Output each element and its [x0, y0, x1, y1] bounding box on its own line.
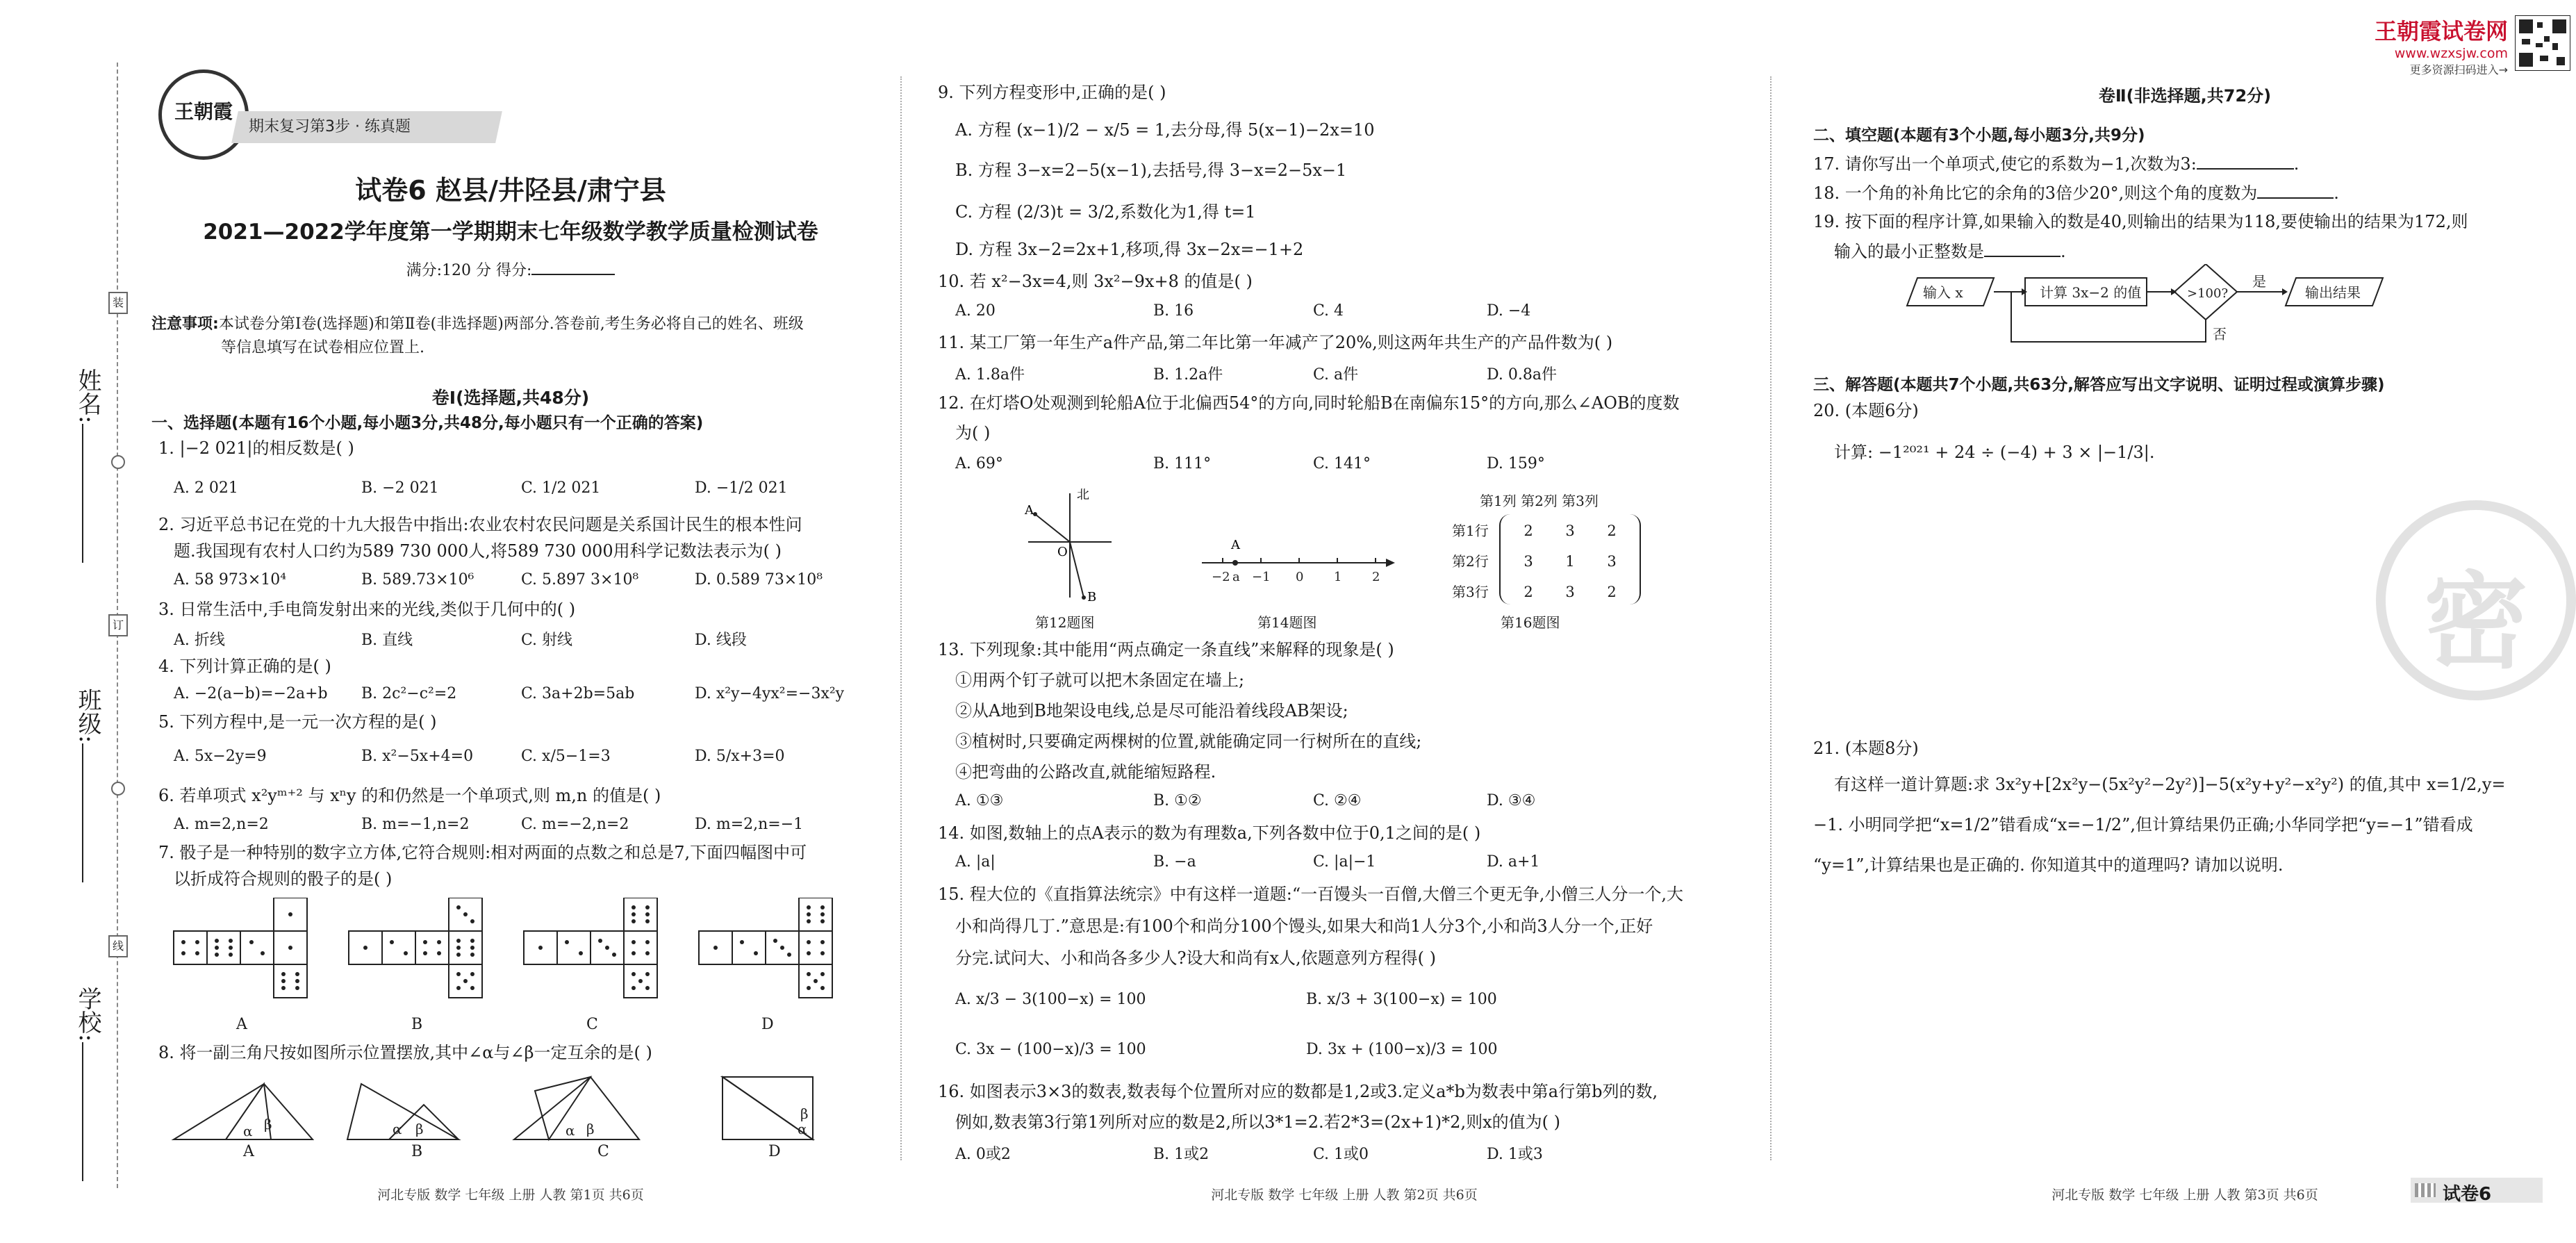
flow-no: 否 — [2213, 326, 2227, 343]
page-1 — [132, 0, 889, 1243]
hole-1 — [111, 455, 125, 469]
q6-opt-b[interactable]: B. m=−1,n=2 — [361, 816, 470, 833]
q2-stem: 2. 习近平总书记在党的十九大报告中指出:农业农村农民问题是关系国计民生的根本性问 — [158, 515, 802, 534]
q8-opt-a[interactable]: A — [243, 1143, 254, 1160]
q11-opt-b[interactable]: B. 1.2a件 — [1153, 366, 1223, 384]
corner-tag-stripes — [2415, 1183, 2436, 1197]
notice-text-2: 等信息填写在试卷相应位置上. — [221, 339, 424, 356]
column-divider-1 — [900, 76, 902, 1160]
q6-opt-a[interactable]: A. m=2,n=2 — [174, 816, 269, 833]
q4-opt-b[interactable]: B. 2c²−c²=2 — [361, 685, 457, 702]
svg-text:β: β — [264, 1116, 272, 1133]
q7-opt-b[interactable]: B — [411, 1016, 423, 1033]
q10-opt-a[interactable]: A. 20 — [955, 302, 996, 320]
q10-stem: 10. 若 x²−3x=4,则 3x²−9x+8 的值是( ) — [938, 272, 1253, 291]
q5-stem: 5. 下列方程中,是一元一次方程的是( ) — [158, 712, 437, 732]
q14-stem: 14. 如图,数轴上的点A表示的数为有理数a,下列各数中位于0,1之间的是( ) — [938, 823, 1481, 843]
q7-stem: 7. 骰子是一种特别的数字立方体,它符合规则:相对两面的点数之和总是7,下面四幅图中可 — [158, 843, 807, 862]
q4-opt-d[interactable]: D. x²y−4yx²=−3x²y — [695, 685, 845, 702]
q11-stem: 11. 某工厂第一年生产a件产品,第二年比第一年减产了20%,则这两年共生产的产品件数为( ) — [938, 333, 1613, 352]
q16-opt-c[interactable]: C. 1或0 — [1313, 1146, 1369, 1163]
q19-line2: 输入的最小正整数是 . — [1834, 242, 2066, 261]
flow-input: 输入 x — [1923, 284, 1963, 301]
q8-opt-b[interactable]: B — [411, 1143, 423, 1160]
q13-item-3: ③植树时,只要确定两棵树的位置,就能确定同一行树所在的直线; — [955, 732, 1422, 751]
q14-opt-b[interactable]: B. −a — [1153, 853, 1196, 871]
school-label: 学校: — [74, 987, 101, 1042]
score-blank[interactable] — [531, 258, 615, 275]
q2-opt-d[interactable]: D. 0.589 73×10⁸ — [695, 571, 823, 588]
q20-expression: 计算: −1²⁰²¹ + 24 ÷ (−4) + 3 × |−1/3|. — [1834, 443, 2155, 462]
q19-blank[interactable] — [1984, 240, 2061, 257]
m11: 2 — [1524, 522, 1533, 539]
brand-name: 王朝霞试卷网 — [2374, 18, 2508, 44]
q15-opt-b[interactable]: B. x/3 + 3(100−x) = 100 — [1306, 991, 1497, 1008]
q12-opt-c[interactable]: C. 141° — [1313, 455, 1371, 472]
q12-stem: 12. 在灯塔O处观测到轮船A位于北偏西54°的方向,同时轮船B在南偏东15°的方向,那么∠AOB的度数 — [938, 393, 1680, 413]
q13-opt-a[interactable]: A. ①③ — [955, 792, 1004, 809]
fig12-north: 北 — [1077, 488, 1089, 502]
svg-text:α: α — [243, 1123, 253, 1139]
q16-opt-b[interactable]: B. 1或2 — [1153, 1146, 1209, 1163]
svg-text:β: β — [586, 1121, 595, 1137]
page-2 — [931, 0, 1758, 1243]
m32: 3 — [1565, 584, 1575, 600]
q1-opt-c[interactable]: C. 1/2 021 — [521, 479, 601, 497]
q2-opt-a[interactable]: A. 58 973×10⁴ — [174, 571, 287, 588]
brand-url[interactable]: www.wzxsjw.com — [2394, 46, 2508, 61]
secret-seal-text: 密 — [2423, 561, 2528, 683]
corner-tag-text: 试卷6 — [2443, 1184, 2492, 1205]
notice-label: 注意事项: — [151, 315, 219, 333]
class-line — [82, 743, 83, 882]
column-divider-2 — [1770, 76, 1772, 1160]
q6-stem: 6. 若单项式 x²yᵐ⁺² 与 xⁿy 的和仍然是一个单项式,则 m,n 的值是( ) — [158, 786, 661, 805]
q16-opt-a[interactable]: A. 0或2 — [955, 1146, 1011, 1163]
flow-compute: 计算 3x−2 的值 — [2040, 284, 2142, 301]
footer-page-3: 河北专版 数学 七年级 上册 人教 第3页 共6页 — [2051, 1187, 2318, 1203]
brand-slogan: 更多资源扫码进入→ — [2409, 63, 2508, 76]
seal-box-2: 订 — [108, 614, 128, 636]
q3-stem: 3. 日常生活中,手电筒发射出来的光线,类似于几何中的( ) — [158, 600, 576, 619]
q17-blank[interactable] — [2197, 153, 2294, 170]
flow-condition: >100? — [2187, 286, 2229, 301]
q17-text: 17. 请你写出一个单项式,使它的系数为−1,次数为3: — [1813, 154, 2197, 174]
q1-opt-d[interactable]: D. −1/2 021 — [695, 479, 788, 497]
q1-opt-a[interactable]: A. 2 021 — [174, 479, 238, 497]
q8-opt-d[interactable]: D — [768, 1143, 781, 1160]
q3-opt-c[interactable]: C. 射线 — [521, 632, 573, 649]
part1-title: 卷Ⅰ(选择题,共48分) — [431, 388, 590, 408]
q11-opt-d[interactable]: D. 0.8a件 — [1487, 366, 1557, 384]
q16-stem-2: 例如,数表第3行第1列所对应的数是2,所以3*1=2.若2*3=(2x+1)*2,则x的值为( ) — [955, 1112, 1560, 1132]
q7-opt-d[interactable]: D — [761, 1016, 774, 1033]
q16-stem: 16. 如图表示3×3的数表,数表每个位置所对应的数都是1,2或3.定义a*b为数表中第a行第b列的数, — [938, 1082, 1658, 1101]
q3-opt-a[interactable]: A. 折线 — [174, 632, 225, 649]
q15-stem: 15. 程大位的《直指算法统宗》中有这样一道题:“一百馒头一百僧,大僧三个更无争,小僧三人分一个,大 — [938, 884, 1684, 904]
q2-opt-c[interactable]: C. 5.897 3×10⁸ — [521, 571, 639, 588]
q2-stem-2: 题.我国现有农村人口约为589 730 000人,将589 730 000用科学记数法表示为( ) — [174, 541, 782, 561]
fig16-row-labels — [1452, 516, 1489, 607]
m31: 2 — [1524, 584, 1533, 600]
q15-opt-d[interactable]: D. 3x + (100−x)/3 = 100 — [1306, 1041, 1498, 1058]
fig14-number-line — [1202, 535, 1396, 591]
fig16-row-2: 第2行 — [1452, 553, 1489, 570]
seal-box-3: 线 — [108, 935, 128, 957]
solve-section: 三、解答题(本题共7个小题,共63分,解答应写出文字说明、证明过程或演算步骤) — [1813, 376, 2385, 394]
svg-text:α: α — [798, 1121, 807, 1137]
q15-stem-3: 分完.试问大、小和尚各多少人?设大和尚有x人,依题意列方程得( ) — [955, 948, 1437, 968]
q14-opt-a[interactable]: A. |a| — [955, 853, 996, 871]
q16-opt-d[interactable]: D. 1或3 — [1487, 1146, 1543, 1163]
q9-opt-b[interactable]: B. 方程 3−x=2−5(x−1),去括号,得 3−x=2−5x−1 — [955, 160, 1347, 180]
page-3 — [1799, 0, 2570, 1243]
score-line — [132, 258, 889, 280]
q17: 17. 请你写出一个单项式,使它的系数为−1,次数为3: . — [1813, 154, 2300, 174]
svg-text:A: A — [1025, 503, 1034, 518]
q20-title: 20. (本题6分) — [1813, 401, 1919, 420]
q10-opt-c[interactable]: C. 4 — [1313, 302, 1344, 320]
fig14-tick-0: 0 — [1296, 570, 1304, 584]
m22: 1 — [1565, 553, 1575, 570]
q19-flowchart — [1904, 264, 2418, 354]
footer-page-2: 河北专版 数学 七年级 上册 人教 第2页 共6页 — [1211, 1187, 1478, 1203]
fig14-tick-neg2: −2 — [1212, 570, 1230, 584]
fig16-row-3: 第3行 — [1452, 584, 1489, 600]
q3-opt-b[interactable]: B. 直线 — [361, 632, 413, 649]
q2-opt-b[interactable]: B. 589.73×10⁶ — [361, 571, 474, 588]
q15-opt-a[interactable]: A. x/3 − 3(100−x) = 100 — [955, 991, 1146, 1008]
q5-opt-a[interactable]: A. 5x−2y=9 — [174, 748, 267, 765]
q13-opt-b[interactable]: B. ①② — [1153, 792, 1202, 809]
q1-opt-b[interactable]: B. −2 021 — [361, 479, 439, 497]
flow-output: 输出结果 — [2305, 284, 2361, 301]
q21-text-1: 有这样一道计算题:求 3x²y+[2x²y−(5x²y²−2y²)]−5(x²y+y²−x²y²) 的值,其中 x=1/2,y= — [1834, 775, 2506, 794]
svg-text:B: B — [1087, 590, 1097, 604]
school-line — [82, 1042, 83, 1181]
q6-opt-c[interactable]: C. m=−2,n=2 — [521, 816, 629, 833]
q9-opt-c[interactable]: C. 方程 (2/3)t = 3/2,系数化为1,得 t=1 — [955, 202, 1256, 222]
dice-nets-figure — [160, 898, 882, 1016]
fill-section: 二、填空题(本题有3个小题,每小题3分,共9分) — [1813, 126, 2145, 145]
q10-opt-d[interactable]: D. −4 — [1487, 302, 1531, 320]
q21-text-3: “y=1”,计算结果也是正确的. 你知道其中的道理吗? 请加以说明. — [1813, 855, 2284, 875]
brand-logo — [158, 69, 249, 160]
q13-opt-d[interactable]: D. ③④ — [1487, 792, 1536, 809]
q4-stem: 4. 下列计算正确的是( ) — [158, 657, 331, 676]
brand-logo-text: 王朝霞 — [174, 100, 233, 123]
notice — [151, 313, 888, 360]
fig14-caption: 第14题图 — [1257, 614, 1317, 631]
q5-opt-d[interactable]: D. 5/x+3=0 — [695, 748, 785, 765]
q7-opt-c[interactable]: C — [586, 1016, 598, 1033]
corner-tag — [2411, 1178, 2543, 1203]
q12-stem-2: 为( ) — [955, 423, 991, 443]
q4-opt-a[interactable]: A. −2(a−b)=−2a+b — [174, 685, 328, 702]
m12: 3 — [1565, 522, 1575, 539]
q9-opt-d[interactable]: D. 方程 3x−2=2x+1,移项,得 3x−2x=−1+2 — [955, 240, 1304, 259]
q13-item-4: ④把弯曲的公路改直,就能缩短路程. — [955, 762, 1216, 782]
fig16-caption: 第16题图 — [1501, 614, 1560, 631]
svg-text:α: α — [565, 1122, 575, 1139]
fig16-cols: 第1列 第2列 第3列 — [1480, 493, 1599, 509]
triangle-rulers-figure — [160, 1070, 882, 1146]
q12-opt-a[interactable]: A. 69° — [955, 455, 1003, 472]
q7-stem-2: 以折成符合规则的骰子的是( ) — [174, 869, 393, 889]
fig14-tick-a: a — [1232, 570, 1240, 584]
q5-opt-b[interactable]: B. x²−5x+4=0 — [361, 748, 474, 765]
m13: 2 — [1607, 522, 1617, 539]
fig14-tick-2: 2 — [1372, 570, 1380, 584]
q11-opt-a[interactable]: A. 1.8a件 — [955, 366, 1025, 384]
exam-title: 试卷6 赵县/井陉县/肃宁县 — [355, 175, 666, 206]
fig12-compass — [1021, 486, 1118, 604]
q1-stem: 1. |−2 021|的相反数是( ) — [158, 438, 354, 458]
q21-title: 21. (本题8分) — [1813, 739, 1919, 758]
q18: 18. 一个角的补角比它的余角的3倍少20°,则这个角的度数为 . — [1813, 183, 2339, 203]
fig16-row-1: 第1行 — [1452, 522, 1489, 539]
q12-opt-b[interactable]: B. 111° — [1153, 455, 1212, 472]
exam-subtitle: 2021—2022学年度第一学期期末七年级数学教学质量检测试卷 — [203, 220, 818, 245]
q18-text: 18. 一个角的补角比它的余角的3倍少20°,则这个角的度数为 — [1813, 183, 2258, 203]
q12-opt-d[interactable]: D. 159° — [1487, 455, 1545, 472]
q9-opt-a[interactable]: A. 方程 (x−1)/2 − x/5 = 1,去分母,得 5(x−1)−2x=10 — [955, 120, 1375, 140]
q7-opt-a[interactable]: A — [236, 1016, 247, 1033]
fig14-tick-1: 1 — [1334, 570, 1342, 584]
fig12-caption: 第12题图 — [1035, 614, 1095, 631]
seal-box-1: 装 — [108, 292, 128, 314]
notice-text: 本试卷分第Ⅰ卷(选择题)和第Ⅱ卷(非选择题)两部分.答卷前,考生务必将自己的姓名、班级 — [218, 315, 804, 333]
q3-opt-d[interactable]: D. 线段 — [695, 632, 747, 649]
q21-text-2: −1. 小明同学把“x=1/2”错看成“x=−1/2”,但计算结果仍正确;小华同学把“y=−1”错看成 — [1813, 815, 2473, 834]
q13-item-1: ①用两个钉子就可以把木条固定在墙上; — [955, 670, 1245, 690]
q5-opt-c[interactable]: C. x/5−1=3 — [521, 748, 611, 765]
name-line — [82, 424, 83, 563]
q13-item-2: ②从A地到B地架设电线,总是尽可能沿着线段AB架设; — [955, 701, 1348, 721]
q14-opt-d[interactable]: D. a+1 — [1487, 853, 1540, 871]
q15-stem-2: 小和尚得几丁.”意思是:有100个和尚分100个馒头,如果大和尚1人分3个,小和尚3人分一个,正好 — [955, 916, 1653, 936]
q11-opt-c[interactable]: C. a件 — [1313, 366, 1359, 384]
footer-page-1: 河北专版 数学 七年级 上册 人教 第1页 共6页 — [377, 1187, 644, 1203]
name-label: 姓名: — [74, 368, 101, 424]
fig16-matrix-values — [1508, 516, 1633, 607]
brand-header — [2230, 14, 2508, 77]
svg-text:O: O — [1057, 545, 1068, 559]
qr-code-icon[interactable] — [2515, 15, 2570, 71]
hole-2 — [111, 782, 125, 796]
q4-opt-c[interactable]: C. 3a+2b=5ab — [521, 685, 635, 702]
q8-opt-c[interactable]: C — [597, 1143, 609, 1160]
q13-opt-c[interactable]: C. ②④ — [1313, 792, 1362, 809]
m23: 3 — [1607, 553, 1617, 570]
class-label: 班级: — [74, 688, 101, 743]
review-banner-text: 期末复习第3步 · 练真题 — [249, 118, 411, 135]
review-banner — [231, 111, 502, 143]
q19-text: 19. 按下面的程序计算,如果输入的数是40,则输出的结果为118,要使输出的结果为172,则 — [1813, 212, 2468, 231]
secret-seal-watermark — [2376, 500, 2576, 700]
flow-yes: 是 — [2252, 273, 2266, 290]
svg-text:α: α — [393, 1121, 402, 1137]
q19-text-2: 输入的最小正整数是 — [1834, 242, 1984, 261]
score-line-text: 满分:120 分 得分: — [406, 262, 532, 279]
fig14-tick-neg1: −1 — [1252, 570, 1271, 584]
q14-opt-c[interactable]: C. |a|−1 — [1313, 853, 1376, 871]
svg-text:A: A — [1231, 538, 1240, 552]
q13-stem: 13. 下列现象:其中能用“两点确定一条直线”来解释的现象是( ) — [938, 640, 1394, 659]
q9-stem: 9. 下列方程变形中,正确的是( ) — [938, 83, 1166, 102]
svg-text:β: β — [800, 1105, 809, 1122]
m21: 3 — [1524, 553, 1533, 570]
q8-stem: 8. 将一副三角尺按如图所示位置摆放,其中∠α与∠β一定互余的是( ) — [158, 1043, 652, 1062]
part2-title: 卷Ⅱ(非选择题,共72分) — [2098, 86, 2272, 106]
q15-opt-c[interactable]: C. 3x − (100−x)/3 = 100 — [955, 1041, 1146, 1058]
q18-blank[interactable] — [2257, 182, 2334, 199]
svg-text:β: β — [415, 1121, 424, 1137]
part1-section: 一、选择题(本题有16个小题,每小题3分,共48分,每小题只有一个正确的答案) — [151, 414, 704, 432]
m33: 2 — [1607, 584, 1617, 600]
q6-opt-d[interactable]: D. m=2,n=−1 — [695, 816, 804, 833]
q10-opt-b[interactable]: B. 16 — [1153, 302, 1194, 320]
